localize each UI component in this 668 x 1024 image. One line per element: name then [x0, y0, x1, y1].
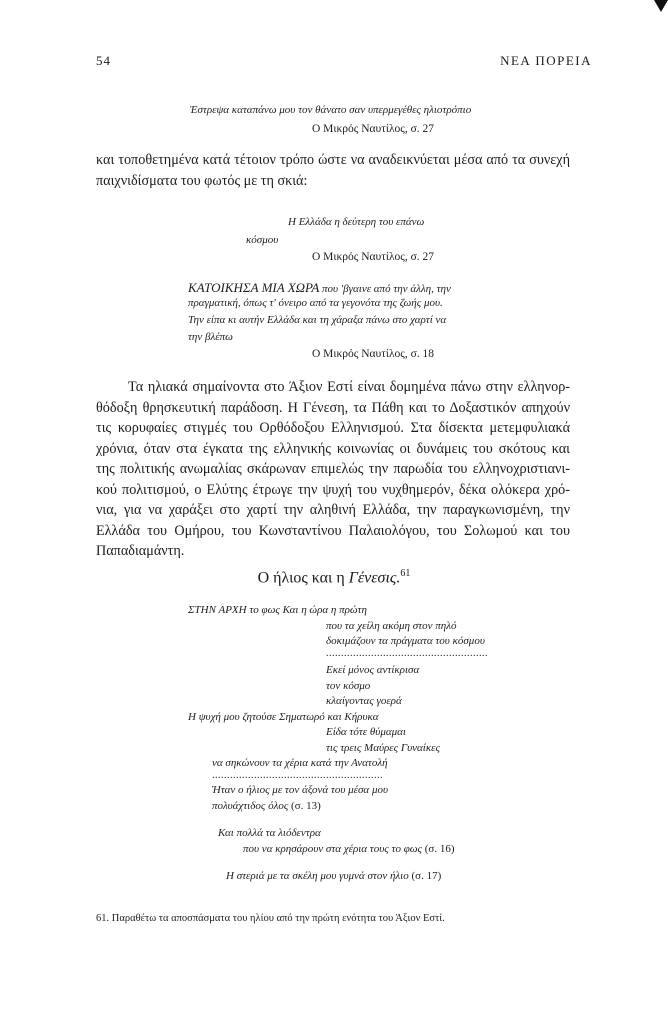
poem-text: πολυάχτιδος όλος: [212, 800, 289, 812]
page-reference: (σ. 17): [411, 870, 442, 882]
text-line: κού πολιτισμού, ο Ελύτης έτρωγε την ψυχή του νυχθημερόν, δέκα ολόκερα χρό-: [96, 481, 570, 498]
poem-line: που τα χείλη ακόμη στον πηλό: [326, 620, 457, 632]
page-reference: (σ. 13): [291, 800, 321, 812]
running-title: ΝΕΑ ΠΟΡΕΙΑ: [500, 53, 592, 68]
epigraph-source: Ο Μικρός Ναυτίλος, σ. 27: [312, 123, 435, 135]
poem-line: Η ψυχή μου ζητούσε Σηματωρό και Κήρυκα: [188, 711, 379, 723]
poem-line: Ήταν ο ήλιος με τον άξονά του μέσα μου: [212, 784, 389, 796]
poem-line: Εκεί μόνος αντίκρισα: [326, 664, 420, 676]
page-reference: (σ. 16): [424, 843, 455, 855]
poem-text: Η στεριά με τα σκέλη μου γυμνά στον ήλιο: [226, 870, 409, 882]
text-line: παιχνιδίσματα του φωτός με τη σκιά:: [96, 172, 308, 189]
epigraph-line: Έστρεψα καταπάνω μου τον θάνατο σαν υπερμεγέθες ηλιοτρόπιο: [190, 104, 472, 116]
poem-line: [226, 870, 441, 882]
quote-source: Ο Μικρός Ναυτίλος, σ. 18: [312, 348, 435, 360]
poem-line: τις τρεις Μαύρες Γυναίκες: [326, 742, 440, 754]
text-line: Τα ηλιακά σημαίνοντα στο Άξιον Εστί είναι δομημένα πάνω στην ελληνορ-: [128, 379, 570, 395]
poem-ellipsis: ......................................................: [326, 648, 488, 659]
text-line: της πολιτικής ανωμαλίας σκάρωναν επιμελώς την παρωδία του ελληνοχριστιανι-: [96, 461, 570, 477]
main-paragraph: [96, 377, 570, 562]
quote-source: Ο Μικρός Ναυτίλος, σ. 27: [312, 251, 435, 263]
section-title: [0, 568, 668, 587]
poem-line: κλαίγοντας γοερά: [326, 695, 402, 707]
page-number: 54: [96, 53, 111, 68]
page-corner-mark: [654, 0, 668, 12]
quote-line-rest: που 'βγαινε από την άλλη, την: [322, 283, 451, 295]
quote-line: Την είπα κι αυτήν Ελλάδα και τη χάραξα πάνω στο χαρτί να: [188, 314, 447, 326]
quote-line: την βλέπω: [188, 331, 233, 343]
quote-line: κόσμου: [246, 234, 279, 246]
poem-line: τον κόσμο: [326, 680, 371, 692]
quote-line: [188, 280, 451, 296]
poem-text: που να κρησάρουν στα χέρια τους το φως: [243, 843, 423, 855]
text-line: και τοποθετημένα κατά τέτοιον τρόπο ώστε να αναδεικνύεται μέσα από τα συνεχή: [96, 152, 570, 168]
poem-ellipsis: .........................................................: [212, 770, 383, 781]
intro-paragraph: [96, 150, 570, 191]
poem-line: Είδα τότε θύμαμαι: [326, 726, 406, 738]
poem-line: δοκιμάζουν τα πράγματα του κόσμου: [326, 635, 485, 647]
quote-line: πραγματική, όπως τ' όνειρο από τα γεγονότα της ζωής μου.: [188, 297, 443, 309]
section-title-italic: Γένεσις.: [348, 569, 401, 587]
quote-line: Η Ελλάδα η δεύτερη του επάνω: [288, 216, 425, 228]
text-line: νια, για να χαράξει στο χαρτί την αληθινή Ελλάδα, την παραγκωνισμένη, την: [96, 502, 570, 518]
text-line: Παπαδιαμάντη.: [96, 543, 185, 559]
text-line: Ελλάδα του Ομήρου, του Κωνσταντίνου Παλαιολόγου, του Σολωμού και του: [96, 522, 570, 539]
text-line: τις κορυφαίες στιγμές του Ορθόδοξου Ελληνισμού. Στα δίσεκτα μετεμφυλιακά: [96, 420, 570, 436]
footnote-reference: 61: [400, 568, 411, 579]
section-title-plain: Ο ήλιος και η: [257, 569, 349, 587]
poem-line: να σηκώνουν τα χέρια κατά την Ανατολή: [212, 757, 388, 769]
poem-line: ΣΤΗΝ ΑΡΧΗ το φως Και η ώρα η πρώτη: [188, 604, 367, 616]
poem-line: [212, 800, 321, 812]
text-line: θόδοξη θρησκευτική παράδοση. Η Γένεση, τα Πάθη και το Δοξαστικόν απηχούν: [96, 399, 570, 416]
poem-line: [243, 843, 455, 855]
poem-line: Και πολλά τα λιόδεντρα: [218, 827, 321, 839]
text-line: χρόνια, όταν στα έγκατα της ελληνικής κοινωνίας οι δυνάμεις του σκότους και: [96, 440, 570, 457]
quote-caps: ΚΑΤΟΙΚΗΣΑ ΜΙΑ ΧΩΡΑ: [188, 280, 320, 295]
footnote: 61. Παραθέτω τα αποσπάσματα του ηλίου από την πρώτη ενότητα του Άξιον Εστί.: [96, 913, 445, 924]
